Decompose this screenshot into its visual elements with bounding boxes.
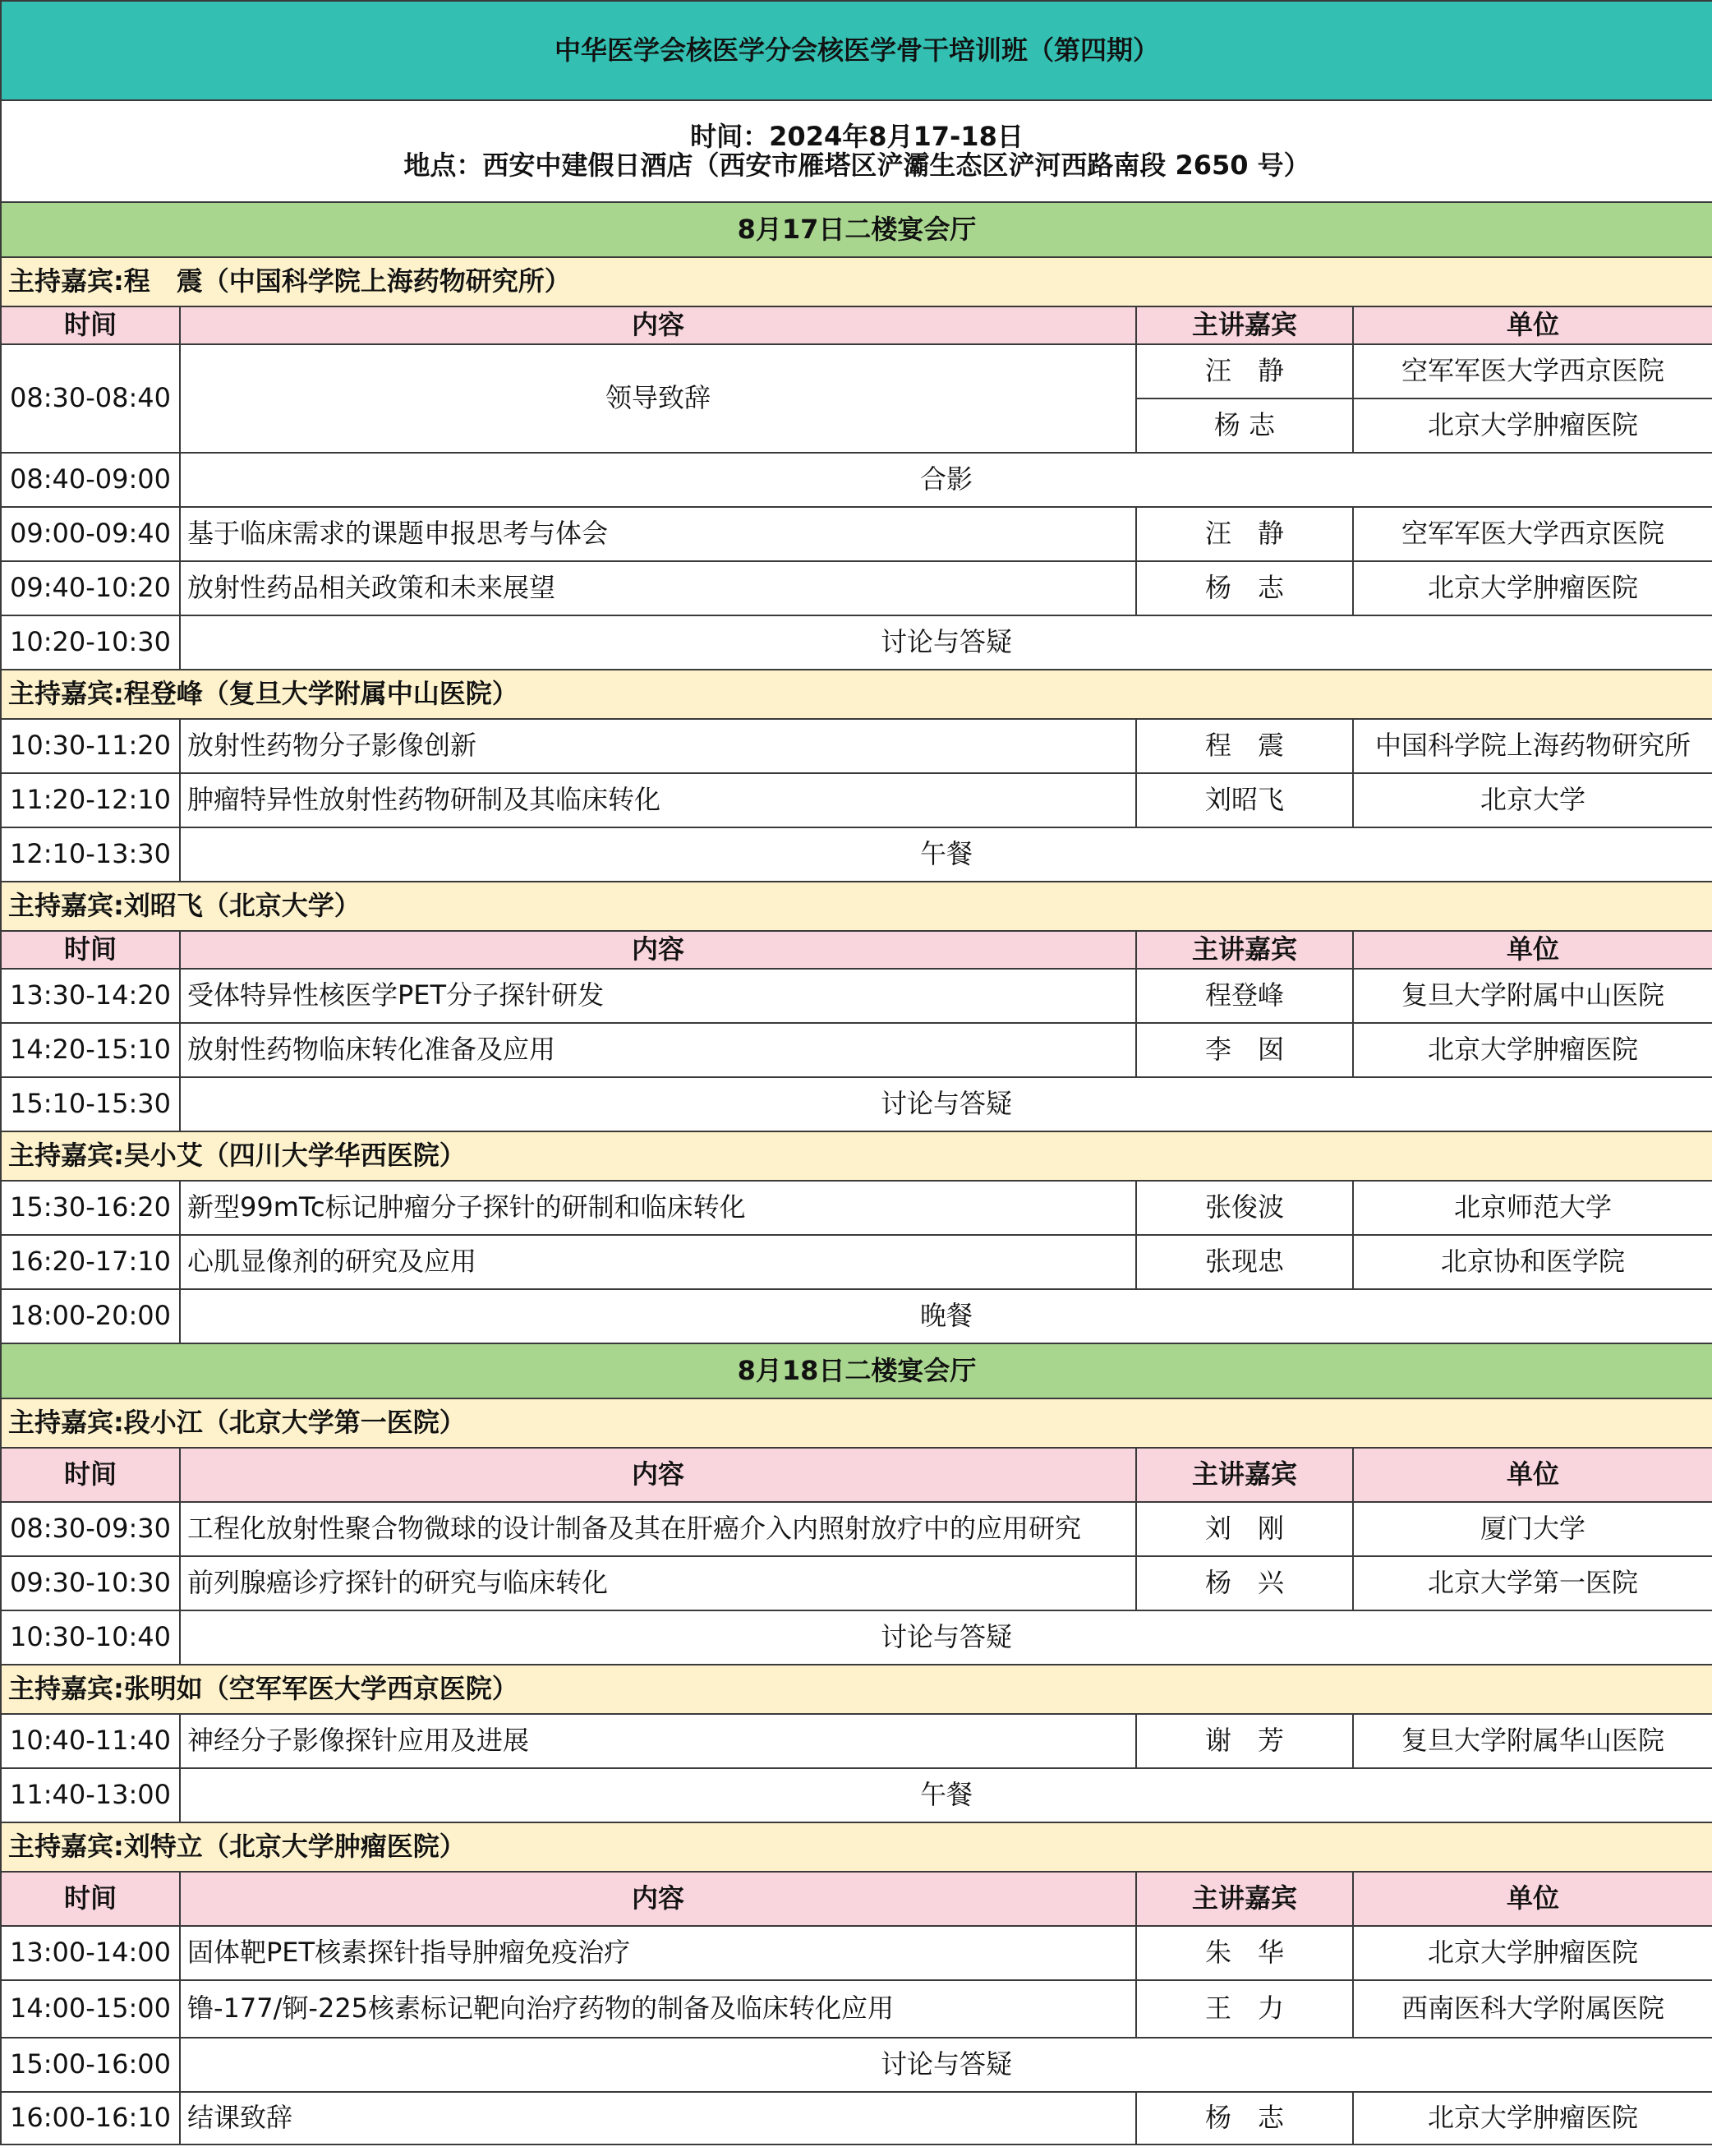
cell-speaker: 刘 刚 xyxy=(1136,1502,1353,1556)
cell-unit: 北京大学肿瘤医院 xyxy=(1353,1023,1712,1077)
cell-content: 固体靶PET核素探针指导肿瘤免疫治疗 xyxy=(180,1926,1136,1980)
cell-speaker: 杨 兴 xyxy=(1136,1556,1353,1610)
event-time: 时间：2024年8月17-18日 xyxy=(690,120,1024,152)
cell-activity: 讨论与答疑 xyxy=(180,1610,1712,1665)
cell-unit: 北京师范大学 xyxy=(1353,1181,1712,1235)
cell-speaker: 王 力 xyxy=(1136,1980,1353,2038)
table-row xyxy=(1,1926,1712,1980)
table-row xyxy=(1,1714,1712,1768)
event-info xyxy=(1,100,1712,202)
cell-unit: 北京大学肿瘤医院 xyxy=(1353,561,1712,615)
cell-content: 放射性药物分子影像创新 xyxy=(180,719,1136,773)
host-label: 主持嘉宾:张明如（空军军医大学西京医院） xyxy=(1,1665,1712,1714)
host-label: 主持嘉宾:吴小艾（四川大学华西医院） xyxy=(1,1131,1712,1181)
cell-unit: 西南医科大学附属医院 xyxy=(1353,1980,1712,2038)
page-title: 中华医学会核医学分会核医学骨干培训班（第四期） xyxy=(1,1,1712,100)
cell-time: 15:10-15:30 xyxy=(1,1077,180,1131)
cell-content: 放射性药物临床转化准备及应用 xyxy=(180,1023,1136,1077)
header-speaker: 主讲嘉宾 xyxy=(1136,1448,1353,1502)
table-row xyxy=(1,719,1712,773)
event-location: 地点：西安中建假日酒店（西安市雁塔区浐灞生态区浐河西路南段 2650 号） xyxy=(403,150,1310,181)
cell-activity: 合影 xyxy=(180,453,1712,507)
column-header-row xyxy=(1,306,1712,344)
header-time: 时间 xyxy=(1,1872,180,1926)
cell-content: 结课致辞 xyxy=(180,2092,1136,2144)
cell-unit: 北京协和医学院 xyxy=(1353,1235,1712,1289)
cell-time: 15:00-16:00 xyxy=(1,2038,180,2092)
cell-activity: 午餐 xyxy=(180,1768,1712,1822)
cell-unit: 厦门大学 xyxy=(1353,1502,1712,1556)
cell-time: 13:00-14:00 xyxy=(1,1926,180,1980)
cell-unit: 中国科学院上海药物研究所 xyxy=(1353,719,1712,773)
cell-time: 08:30-09:30 xyxy=(1,1502,180,1556)
host-label: 主持嘉宾:刘昭飞（北京大学） xyxy=(1,882,1712,931)
table-row xyxy=(1,1077,1712,1131)
host-row xyxy=(1,1822,1712,1872)
table-row xyxy=(1,827,1712,882)
table-row xyxy=(1,773,1712,827)
cell-unit: 空军军医大学西京医院 xyxy=(1353,344,1712,398)
host-row xyxy=(1,1665,1712,1714)
day-title: 8月18日二楼宴会厅 xyxy=(1,1343,1712,1398)
cell-speaker: 汪 静 xyxy=(1136,507,1353,561)
day-header xyxy=(1,202,1712,257)
header-content: 内容 xyxy=(180,1872,1136,1926)
cell-unit: 北京大学 xyxy=(1353,773,1712,827)
cell-speaker: 刘昭飞 xyxy=(1136,773,1353,827)
table-row xyxy=(1,1181,1712,1235)
table-row xyxy=(1,1289,1712,1343)
cell-speaker: 汪 静 xyxy=(1136,344,1353,398)
day-header xyxy=(1,1343,1712,1398)
table-row xyxy=(1,2092,1712,2144)
cell-time: 09:00-09:40 xyxy=(1,507,180,561)
cell-time: 13:30-14:20 xyxy=(1,969,180,1023)
cell-speaker: 李 囡 xyxy=(1136,1023,1353,1077)
title-row xyxy=(1,1,1712,100)
header-unit: 单位 xyxy=(1353,306,1712,344)
cell-content: 工程化放射性聚合物微球的设计制备及其在肝癌介入内照射放疗中的应用研究 xyxy=(180,1502,1136,1556)
cell-content: 肿瘤特异性放射性药物研制及其临床转化 xyxy=(180,773,1136,827)
cell-speaker: 杨 志 xyxy=(1136,561,1353,615)
cell-speaker: 朱 华 xyxy=(1136,1926,1353,1980)
table-row xyxy=(1,507,1712,561)
header-unit: 单位 xyxy=(1353,1872,1712,1926)
cell-time: 10:20-10:30 xyxy=(1,615,180,670)
header-speaker: 主讲嘉宾 xyxy=(1136,931,1353,969)
cell-speaker: 杨 志 xyxy=(1136,398,1353,453)
cell-time: 11:40-13:00 xyxy=(1,1768,180,1822)
cell-time: 16:20-17:10 xyxy=(1,1235,180,1289)
header-content: 内容 xyxy=(180,931,1136,969)
table-row xyxy=(1,561,1712,615)
cell-time: 15:30-16:20 xyxy=(1,1181,180,1235)
cell-activity: 讨论与答疑 xyxy=(180,615,1712,670)
table-row xyxy=(1,615,1712,670)
cell-content: 神经分子影像探针应用及进展 xyxy=(180,1714,1136,1768)
table-row xyxy=(1,453,1712,507)
cell-speaker: 程登峰 xyxy=(1136,969,1353,1023)
cell-unit: 复旦大学附属中山医院 xyxy=(1353,969,1712,1023)
cell-content: 受体特异性核医学PET分子探针研发 xyxy=(180,969,1136,1023)
header-speaker: 主讲嘉宾 xyxy=(1136,1872,1353,1926)
cell-time: 18:00-20:00 xyxy=(1,1289,180,1343)
header-time: 时间 xyxy=(1,1448,180,1502)
host-label: 主持嘉宾:程登峰（复旦大学附属中山医院） xyxy=(1,670,1712,719)
cell-time: 09:40-10:20 xyxy=(1,561,180,615)
header-unit: 单位 xyxy=(1353,931,1712,969)
info-row xyxy=(1,100,1712,202)
cell-unit: 北京大学肿瘤医院 xyxy=(1353,1926,1712,1980)
header-speaker: 主讲嘉宾 xyxy=(1136,306,1353,344)
cell-unit: 北京大学第一医院 xyxy=(1353,1556,1712,1610)
table-row xyxy=(1,2038,1712,2092)
host-row xyxy=(1,1131,1712,1181)
cell-speaker: 张现忠 xyxy=(1136,1235,1353,1289)
host-row xyxy=(1,257,1712,306)
cell-speaker: 张俊波 xyxy=(1136,1181,1353,1235)
host-label: 主持嘉宾:刘特立（北京大学肿瘤医院） xyxy=(1,1822,1712,1872)
table-row xyxy=(1,1980,1712,2038)
cell-speaker: 程 震 xyxy=(1136,719,1353,773)
cell-content: 前列腺癌诊疗探针的研究与临床转化 xyxy=(180,1556,1136,1610)
header-time: 时间 xyxy=(1,931,180,969)
cell-content: 心肌显像剂的研究及应用 xyxy=(180,1235,1136,1289)
cell-time: 10:30-10:40 xyxy=(1,1610,180,1665)
table-row xyxy=(1,1556,1712,1610)
cell-unit: 复旦大学附属华山医院 xyxy=(1353,1714,1712,1768)
cell-content: 基于临床需求的课题申报思考与体会 xyxy=(180,507,1136,561)
cell-content: 放射性药品相关政策和未来展望 xyxy=(180,561,1136,615)
cell-activity: 讨论与答疑 xyxy=(180,1077,1712,1131)
cell-time: 08:30-08:40 xyxy=(1,344,180,453)
cell-activity: 讨论与答疑 xyxy=(180,2038,1712,2092)
cell-unit: 北京大学肿瘤医院 xyxy=(1353,2092,1712,2144)
column-header-row xyxy=(1,1872,1712,1926)
cell-activity: 午餐 xyxy=(180,827,1712,882)
table-row xyxy=(1,1610,1712,1665)
day-title: 8月17日二楼宴会厅 xyxy=(1,202,1712,257)
table-row xyxy=(1,344,1712,398)
cell-time: 11:20-12:10 xyxy=(1,773,180,827)
host-row xyxy=(1,670,1712,719)
cell-time: 10:40-11:40 xyxy=(1,1714,180,1768)
table-row xyxy=(1,1235,1712,1289)
table-row xyxy=(1,1768,1712,1822)
cell-time: 09:30-10:30 xyxy=(1,1556,180,1610)
cell-time: 10:30-11:20 xyxy=(1,719,180,773)
header-time: 时间 xyxy=(1,306,180,344)
host-row xyxy=(1,1398,1712,1448)
host-label: 主持嘉宾:段小江（北京大学第一医院） xyxy=(1,1398,1712,1448)
host-row xyxy=(1,882,1712,931)
table-row xyxy=(1,1502,1712,1556)
cell-unit: 空军军医大学西京医院 xyxy=(1353,507,1712,561)
cell-time: 14:20-15:10 xyxy=(1,1023,180,1077)
table-row xyxy=(1,1023,1712,1077)
cell-speaker: 杨 志 xyxy=(1136,2092,1353,2144)
cell-time: 08:40-09:00 xyxy=(1,453,180,507)
cell-time: 12:10-13:30 xyxy=(1,827,180,882)
header-content: 内容 xyxy=(180,1448,1136,1502)
header-content: 内容 xyxy=(180,306,1136,344)
cell-time: 16:00-16:10 xyxy=(1,2092,180,2144)
column-header-row xyxy=(1,931,1712,969)
cell-content: 领导致辞 xyxy=(180,344,1136,453)
header-unit: 单位 xyxy=(1353,1448,1712,1502)
table-row xyxy=(1,969,1712,1023)
host-label: 主持嘉宾:程 震（中国科学院上海药物研究所） xyxy=(1,257,1712,306)
cell-speaker: 谢 芳 xyxy=(1136,1714,1353,1768)
cell-unit: 北京大学肿瘤医院 xyxy=(1353,398,1712,453)
cell-time: 14:00-15:00 xyxy=(1,1980,180,2038)
column-header-row xyxy=(1,1448,1712,1502)
cell-content: 新型99mTc标记肿瘤分子探针的研制和临床转化 xyxy=(180,1181,1136,1235)
cell-content: 镥-177/锕-225核素标记靶向治疗药物的制备及临床转化应用 xyxy=(180,1980,1136,2038)
cell-activity: 晚餐 xyxy=(180,1289,1712,1343)
